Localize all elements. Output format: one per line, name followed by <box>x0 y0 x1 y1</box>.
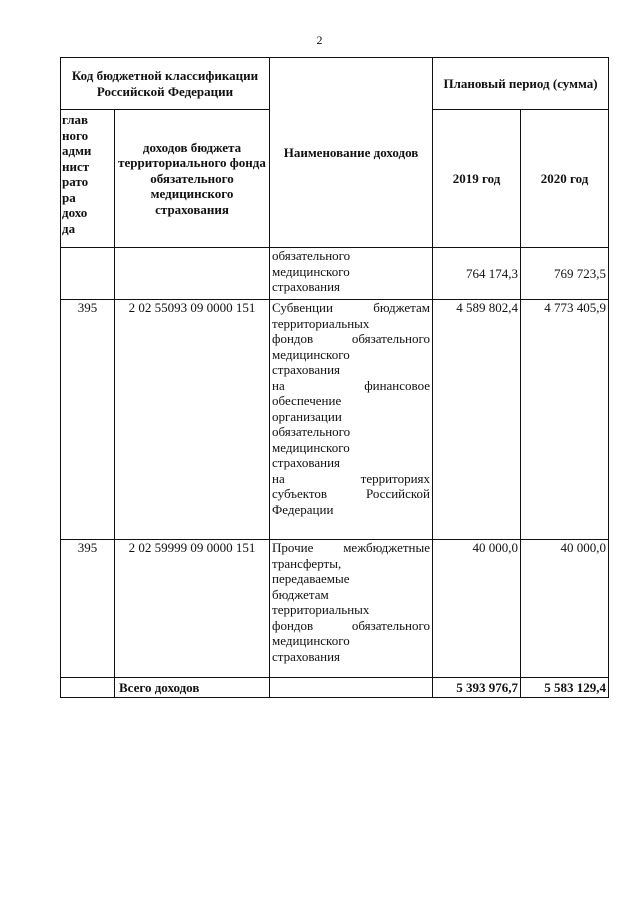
table-row <box>61 540 609 678</box>
total-row <box>61 678 609 698</box>
header-year-2019: 2019 год <box>433 110 521 248</box>
income-name-cell: Субвенции бюджетам территориальных фондов обязательного медицинского страхования на финансовое обеспечение организации обязательного медицинского страхования на территориях субъектов Российской Федерации <box>270 300 433 540</box>
amount-2019-cell: 40 000,0 <box>433 540 521 678</box>
admin-code-cell <box>61 248 115 300</box>
total-2020-cell: 5 583 129,4 <box>521 678 609 698</box>
income-code-cell <box>115 248 270 300</box>
amount-2019-cell: 764 174,3 <box>433 248 521 300</box>
header-income-name: Наименование доходов <box>270 58 433 248</box>
header-admin-code: глав ного адми нист рато ра дохо да <box>61 110 115 248</box>
header-planned-period: Плановый период (сумма) <box>433 58 609 110</box>
amount-2019-cell: 4 589 802,4 <box>433 300 521 540</box>
total-name-cell <box>270 678 433 698</box>
income-code-cell: 2 02 55093 09 0000 151 <box>115 300 270 540</box>
header-year-2020: 2020 год <box>521 110 609 248</box>
income-code-cell: 2 02 59999 09 0000 151 <box>115 540 270 678</box>
total-admin-cell <box>61 678 115 698</box>
amount-2020-cell: 769 723,5 <box>521 248 609 300</box>
total-label: Всего доходов <box>115 678 270 698</box>
amount-2020-cell: 4 773 405,9 <box>521 300 609 540</box>
table-row <box>61 300 609 540</box>
admin-code-cell: 395 <box>61 300 115 540</box>
income-table <box>60 57 609 698</box>
table-row <box>61 248 609 300</box>
total-2019-cell: 5 393 976,7 <box>433 678 521 698</box>
page-number: 2 <box>316 33 323 47</box>
header-classification-code: Код бюджетной классификации Российской Федерации <box>61 58 270 110</box>
header-row-top <box>61 58 609 110</box>
income-name-cell: Прочие межбюджетные трансферты, передаваемые бюджетам территориальных фондов обязательного медицинского страхования <box>270 540 433 678</box>
header-income-code: доходов бюджета территориального фонда обязательного медицинского страхования <box>115 110 270 248</box>
admin-code-cell: 395 <box>61 540 115 678</box>
amount-2020-cell: 40 000,0 <box>521 540 609 678</box>
income-name-cell: обязательного медицинского страхования <box>270 248 433 300</box>
